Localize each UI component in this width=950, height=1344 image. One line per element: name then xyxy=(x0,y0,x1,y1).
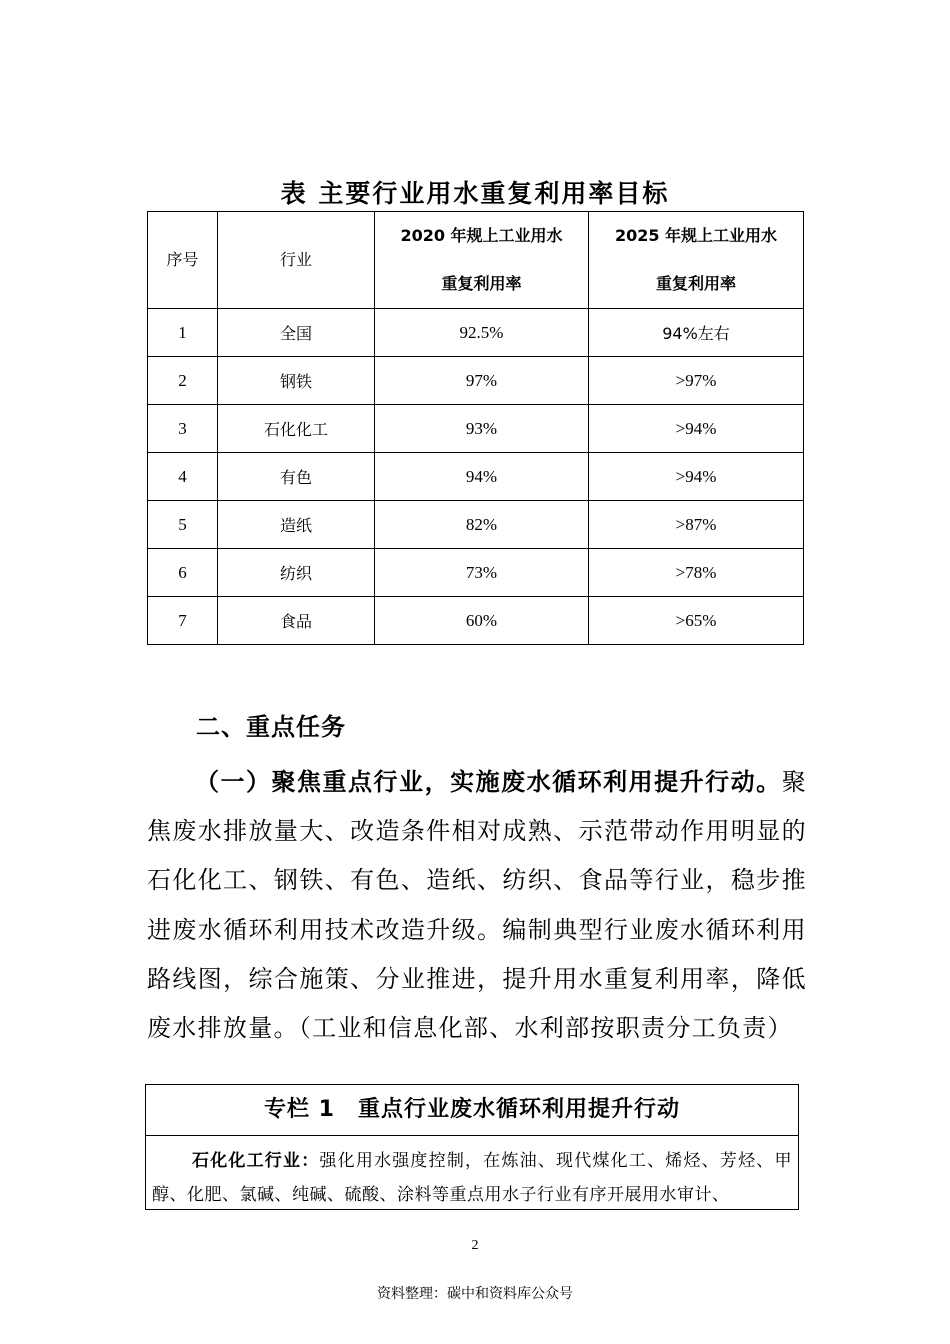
row-index: 3 xyxy=(148,405,218,453)
row-index: 1 xyxy=(148,309,218,357)
row-index: 7 xyxy=(148,597,218,645)
table-header-row xyxy=(148,212,804,309)
row-rate-2025: >94% xyxy=(589,453,804,501)
row-index: 4 xyxy=(148,453,218,501)
row-rate-2020: 94% xyxy=(375,453,589,501)
row-index: 5 xyxy=(148,501,218,549)
row-index: 2 xyxy=(148,357,218,405)
paragraph-body: 聚焦废水排放量大、改造条件相对成熟、示范带动作用明显的石化化工、钢铁、有色、造纸、纺织、食品等行业，稳步推进废水循环利用技术改造升级。编制典型行业废水循环利用路线图，综合施策、分业推进，提升用水重复利用率，降低废水排放量。（工业和信息化部、水利部按职责分工负责） xyxy=(147,768,807,1043)
row-rate-2020: 73% xyxy=(375,549,589,597)
water-reuse-targets-table xyxy=(147,211,804,645)
header-industry: 行业 xyxy=(218,212,375,309)
row-rate-2025: >87% xyxy=(589,501,804,549)
table-row xyxy=(148,501,804,549)
table-row xyxy=(148,597,804,645)
sidebar-title: 专栏 1 重点行业废水循环利用提升行动 xyxy=(146,1085,798,1136)
row-industry: 食品 xyxy=(218,597,375,645)
table-title: 表 主要行业用水重复利用率目标 xyxy=(280,179,670,208)
page-number: 2 xyxy=(471,1238,479,1253)
sidebar-body xyxy=(146,1136,798,1212)
sidebar-box xyxy=(145,1084,799,1210)
table-row xyxy=(148,357,804,405)
row-rate-2020: 97% xyxy=(375,357,589,405)
sidebar-text: 强化用水强度控制，在炼油、现代煤化工、烯烃、芳烃、甲醇、化肥、氯碱、纯碱、硫酸、涂料等重点用水子行业有序开展用水审计、 xyxy=(152,1151,792,1205)
table-row xyxy=(148,405,804,453)
row-rate-2020: 92.5% xyxy=(375,309,589,357)
paragraph-lead: （一）聚焦重点行业，实施废水循环利用提升行动。 xyxy=(195,768,782,796)
row-industry: 有色 xyxy=(218,453,375,501)
row-industry: 造纸 xyxy=(218,501,375,549)
row-rate-2020: 93% xyxy=(375,405,589,453)
header-rate-2025 xyxy=(589,212,804,309)
header-rate-2020 xyxy=(375,212,589,309)
row-rate-2025: >78% xyxy=(589,549,804,597)
header-rate-2020-line2: 重复利用率 xyxy=(441,274,522,293)
header-rate-2025-line2: 重复利用率 xyxy=(655,274,736,293)
row-industry: 纺织 xyxy=(218,549,375,597)
header-index: 序号 xyxy=(148,212,218,309)
row-industry: 全国 xyxy=(218,309,375,357)
row-rate-2025: >65% xyxy=(589,597,804,645)
row-rate-2025: >97% xyxy=(589,357,804,405)
table-row xyxy=(148,453,804,501)
footer-note: 资料整理：碳中和资料库公众号 xyxy=(377,1286,573,1302)
sidebar-lead: 石化化工行业： xyxy=(192,1151,320,1171)
row-rate-2025: >94% xyxy=(589,405,804,453)
section-heading: 二、重点任务 xyxy=(196,713,346,741)
row-rate-2025: 94%左右 xyxy=(589,309,804,357)
body-paragraph xyxy=(147,758,807,1053)
row-rate-2020: 60% xyxy=(375,597,589,645)
header-rate-2025-line1: 2025 年规上工业用水 xyxy=(614,226,778,245)
table-row xyxy=(148,309,804,357)
row-rate-2020: 82% xyxy=(375,501,589,549)
row-index: 6 xyxy=(148,549,218,597)
row-industry: 石化化工 xyxy=(218,405,375,453)
row-industry: 钢铁 xyxy=(218,357,375,405)
header-rate-2020-line1: 2020 年规上工业用水 xyxy=(400,226,563,245)
table-row xyxy=(148,549,804,597)
